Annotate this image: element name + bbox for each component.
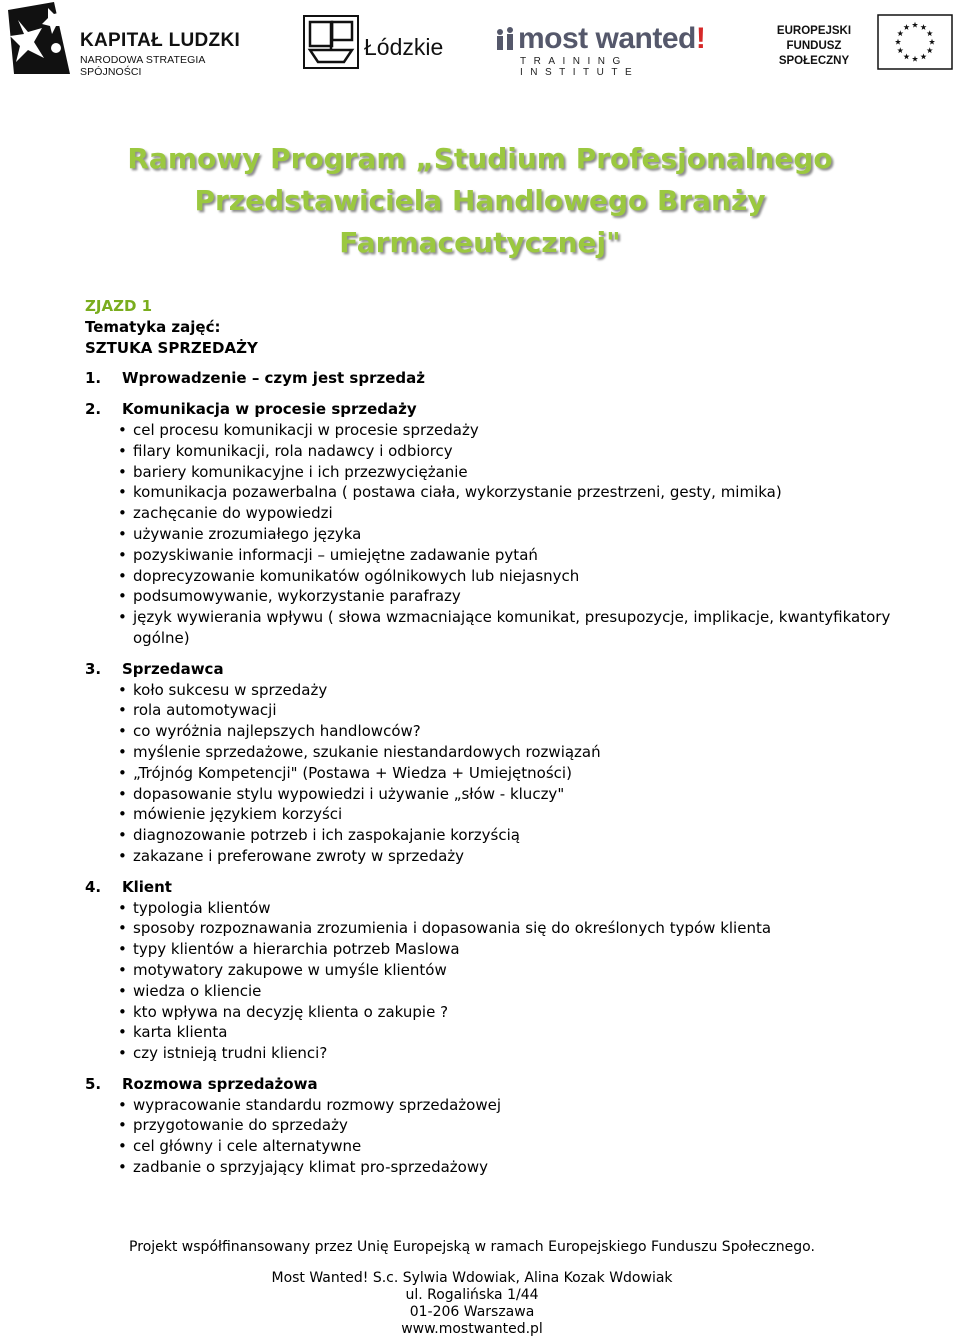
section-number: 5. xyxy=(85,1074,102,1093)
section-heading xyxy=(85,399,905,420)
list-item: • dopasowanie stylu wypowiedzi i używanie „słów - kluczy" xyxy=(85,784,905,805)
list-item: • zachęcanie do wypowiedzi xyxy=(85,503,905,524)
list-item: • zakazane i preferowane zwroty w sprzedaży xyxy=(85,846,905,867)
title-line-1: Ramowy Program „Studium Profesjonalnego xyxy=(127,142,833,175)
tematyka-label: Tematyka zajęć: xyxy=(85,317,221,336)
section-number: 4. xyxy=(85,877,102,896)
list-item: • rola automotywacji xyxy=(85,700,905,721)
most-wanted-name xyxy=(518,22,705,56)
list-item: • używanie zrozumiałego języka xyxy=(85,524,905,545)
kapital-ludzki-subtitle: NARODOWA STRATEGIA SPÓJNOŚCI xyxy=(80,54,205,78)
list-item: • diagnozowanie potrzeb i ich zaspokajanie korzyścią xyxy=(85,825,905,846)
company-address xyxy=(0,1270,944,1338)
most-wanted-name-text: most wanted xyxy=(518,22,696,55)
lodzkie-logo xyxy=(300,12,460,72)
list-item: • typologia klientów xyxy=(85,898,905,919)
zjazd-label: ZJAZD 1 xyxy=(85,297,153,315)
list-item: • typy klientów a hierarchia potrzeb Maslowa xyxy=(85,939,905,960)
kapital-ludzki-title: KAPITAŁ LUDZKI xyxy=(80,30,241,51)
list-item: • motywatory zakupowe w umyśle klientów xyxy=(85,960,905,981)
section-items xyxy=(85,1095,905,1178)
list-item: • komunikacja pozawerbalna ( postawa ciała, wykorzystanie przestrzeni, gesty, mimika) xyxy=(85,482,905,503)
lodzkie-boat-icon xyxy=(302,14,360,70)
lodzkie-label: Łódzkie xyxy=(364,34,444,60)
list-item: • pozyskiwanie informacji – umiejętne zadawanie pytań xyxy=(85,545,905,566)
list-item: • czy istnieją trudni klienci? xyxy=(85,1043,905,1064)
section-heading xyxy=(85,659,905,680)
list-item: • mówienie językiem korzyści xyxy=(85,804,905,825)
list-item: • filary komunikacji, rola nadawcy i odbiorcy xyxy=(85,441,905,462)
section-title: Sprzedawca xyxy=(122,659,224,678)
most-wanted-people-icon xyxy=(496,26,516,52)
section-title: Wprowadzenie – czym jest sprzedaż xyxy=(122,369,425,388)
company-city: 01-206 Warszawa xyxy=(409,1304,535,1320)
list-item: • koło sukcesu w sprzedaży xyxy=(85,680,905,701)
company-street: ul. Rogalińska 1/44 xyxy=(405,1287,539,1303)
section-number: 2. xyxy=(85,400,102,419)
list-item: • „Trójnóg Kompetencji" (Postawa + Wiedza + Umiejętności) xyxy=(85,763,905,784)
section-heading xyxy=(85,1074,905,1095)
most-wanted-exclaim: ! xyxy=(695,22,706,55)
section-title: Komunikacja w procesie sprzedaży xyxy=(122,400,417,419)
list-item: • przygotowanie do sprzedaży xyxy=(85,1115,905,1136)
title-line-2: Przedstawiciela Handlowego Branży xyxy=(194,184,766,217)
list-item: • co wyróżnia najlepszych handlowców? xyxy=(85,721,905,742)
company-website[interactable]: www.mostwanted.pl xyxy=(401,1321,543,1337)
list-item: • cel główny i cele alternatywne xyxy=(85,1136,905,1157)
efs-logo-text xyxy=(754,24,874,69)
efs-line2: FUNDUSZ SPOŁECZNY xyxy=(778,40,850,67)
section-1 xyxy=(85,368,905,389)
eu-flag-icon xyxy=(877,14,953,70)
kapital-ludzki-mark-icon xyxy=(8,2,70,74)
section-title: Rozmowa sprzedażowa xyxy=(122,1074,318,1093)
list-item: • sposoby rozpoznawania zrozumienia i dopasowania się do określonych typów klienta xyxy=(85,918,905,939)
section-number: 3. xyxy=(85,659,102,678)
efs-line1: EUROPEJSKI xyxy=(776,25,852,37)
list-item: • kto wpływa na decyzję klienta o zakupie ? xyxy=(85,1002,905,1023)
section-items xyxy=(85,420,905,649)
title-line-3: Farmaceutycznej" xyxy=(339,226,621,259)
section-5 xyxy=(85,1074,905,1178)
company-name: Most Wanted! S.c. Sylwia Wdowiak, Alina Kozak Wdowiak xyxy=(271,1270,673,1286)
list-item: • myślenie sprzedażowe, szukanie niestandardowych rozwiązań xyxy=(85,742,905,763)
funding-note: Projekt współfinansowany przez Unię Europejską w ramach Europejskiego Funduszu Społecznego. xyxy=(129,1239,815,1255)
topic-label: SZTUKA SPRZEDAŻY xyxy=(85,338,258,357)
list-item: • bariery komunikacyjne i ich przezwyciężanie xyxy=(85,462,905,483)
section-items xyxy=(85,898,905,1064)
section-number: 1. xyxy=(85,369,102,388)
list-item: • podsumowywanie, wykorzystanie parafrazy xyxy=(85,586,905,607)
list-item: • wiedza o kliencie xyxy=(85,981,905,1002)
section-2 xyxy=(85,399,905,649)
list-item: • cel procesu komunikacji w procesie sprzedaży xyxy=(85,420,905,441)
section-heading xyxy=(85,368,905,389)
section-4 xyxy=(85,877,905,1064)
document-title xyxy=(40,138,920,264)
most-wanted-tagline: TRAINING INSTITUTE xyxy=(520,56,640,78)
section-title: Klient xyxy=(122,877,172,896)
list-item: • karta klienta xyxy=(85,1022,905,1043)
most-wanted-logo xyxy=(496,16,716,78)
kapital-ludzki-logo xyxy=(8,2,268,78)
program-content xyxy=(85,296,905,1178)
section-items xyxy=(85,680,905,867)
list-item: • doprecyzowanie komunikatów ogólnikowych lub niejasnych xyxy=(85,566,905,587)
section-3 xyxy=(85,659,905,867)
header-logos xyxy=(0,0,960,80)
list-item: • wypracowanie standardu rozmowy sprzedażowej xyxy=(85,1095,905,1116)
sections-list xyxy=(85,368,905,1177)
list-item: • język wywierania wpływu ( słowa wzmacniające komunikat, presupozycje, implikacje, kwantyfikatory ogólne) xyxy=(85,607,905,649)
section-heading xyxy=(85,877,905,898)
list-item: • zadbanie o sprzyjający klimat pro-sprzedażowy xyxy=(85,1157,905,1178)
